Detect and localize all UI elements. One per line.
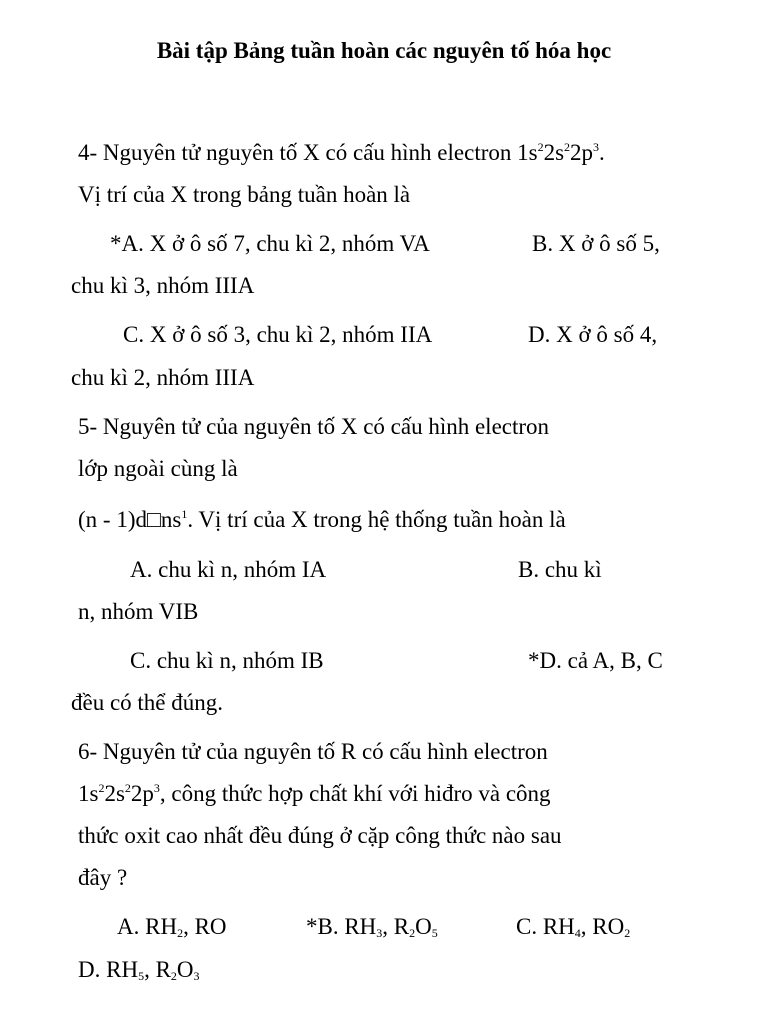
q5-option-d: *D. cả A, B, C	[528, 648, 663, 673]
q5-option-a: A. chu kì n, nhóm IA	[130, 557, 327, 582]
q5-option-b-continued: n, nhóm VIB	[78, 599, 199, 624]
q4-option-c: C. X ở ô số 3, chu kì 2, nhóm IIA	[123, 322, 433, 347]
missing-glyph-box: □	[146, 507, 161, 532]
q6-electron-config: $1s^22s^22p^3$	[78, 781, 160, 806]
q6-stem-line1: 6- Nguyên tử của nguyên tố R có cấu hình electron	[78, 739, 548, 764]
q5-stem-line2: lớp ngoài cùng là	[78, 456, 238, 481]
q4-option-b: B. X ở ô số 5,	[532, 231, 660, 256]
q6-option-a: A. $RH_2$, RO	[117, 914, 227, 940]
q6-option-b: *B. $RH_3$, $R_2O_5$	[306, 914, 438, 940]
q4-stem-line1	[78, 141, 605, 164]
q6-stem-line4: đây ?	[78, 865, 128, 890]
q4-stem-line2: Vị trí của X trong bảng tuần hoàn là	[78, 182, 411, 207]
q4-option-b-continued: chu kì 3, nhóm IIIA	[71, 273, 255, 298]
q4-option-d-continued: chu kì 2, nhóm IIIA	[71, 365, 255, 390]
q6-option-c: C. $RH_4$, $RO_2$	[516, 914, 631, 940]
q5-option-c: C. chu kì n, nhóm IB	[130, 648, 324, 673]
q4-option-a: *A. X ở ô số 7, chu kì 2, nhóm VA	[110, 231, 430, 256]
q4-electron-config: $1s^22s^22p^3$.	[517, 140, 605, 165]
q5-stem-line1: 5- Nguyên tử của nguyên tố X có cấu hình electron	[78, 414, 550, 439]
page-title: Bài tập Bảng tuần hoàn các nguyên tố hóa học	[156, 38, 612, 63]
q5-stem-line3: $(n - 1)d□ns^1$. Vị trí của X trong hệ thống tuần hoàn là	[78, 507, 566, 532]
q6-option-d: D. $RH_5$, $R_2O_3$	[78, 957, 200, 983]
q5-option-d-continued: đều có thể đúng.	[71, 690, 224, 715]
q5-option-b: B. chu kì	[518, 557, 602, 582]
q6-stem-line3: thức oxit cao nhất đều đúng ở cặp công thức nào sau	[78, 823, 562, 848]
q4-stem-text: 4- Nguyên tử nguyên tố X có cấu hình electron	[78, 140, 518, 165]
q6-stem-line2: $1s^22s^22p^3$, công thức hợp chất khí với hiđro và công	[78, 781, 551, 806]
q4-option-d: D. X ở ô số 4,	[528, 322, 658, 347]
